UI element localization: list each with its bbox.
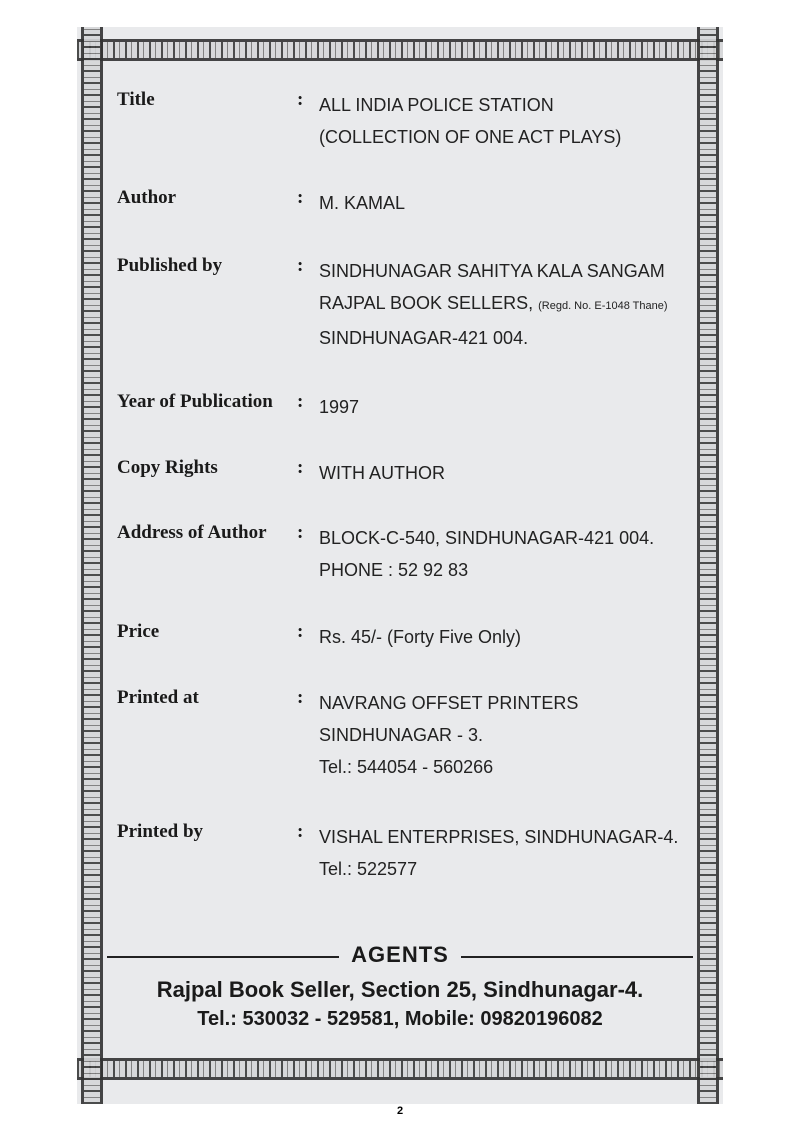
entry-label: Address of Author xyxy=(117,522,267,543)
value-line: M. KAMAL xyxy=(319,193,406,213)
value-line: WITH AUTHOR xyxy=(319,463,445,483)
agent-contact: Tel.: 530032 - 529581, Mobile: 09820196082 xyxy=(197,1008,603,1030)
value-line: SINDHUNAGAR SAHITYA KALA SANGAM xyxy=(319,261,665,281)
entry-label: Year of Publication xyxy=(117,391,273,412)
entry-label: Price xyxy=(117,621,160,642)
entry-label: Published by xyxy=(117,255,223,276)
imprint-page xyxy=(77,27,723,1104)
value-line: VISHAL ENTERPRISES, SINDHUNAGAR-4. xyxy=(319,827,679,847)
entry-colon: : xyxy=(297,621,304,642)
entry-colon: : xyxy=(297,391,304,412)
ornamental-border-left xyxy=(81,27,103,1104)
entry-label: Printed at xyxy=(117,687,199,708)
value-line xyxy=(319,287,668,322)
entry-colon: : xyxy=(297,457,304,478)
entry-colon: : xyxy=(297,821,304,842)
value-line: (COLLECTION OF ONE ACT PLAYS) xyxy=(319,127,622,147)
entry-label: Printed by xyxy=(117,821,204,842)
value-line: BLOCK-C-540, SINDHUNAGAR-421 004. xyxy=(319,528,655,548)
value-line: Tel.: 522577 xyxy=(319,859,418,879)
entry-colon: : xyxy=(297,187,304,208)
value-line: NAVRANG OFFSET PRINTERS xyxy=(319,693,579,713)
entry-value xyxy=(319,621,521,653)
value-line: ALL INDIA POLICE STATION xyxy=(319,95,554,115)
agent-address: Rajpal Book Seller, Section 25, Sindhunagar-4. xyxy=(156,977,644,1002)
entry-colon: : xyxy=(297,687,304,708)
value-line: SINDHUNAGAR - 3. xyxy=(319,725,484,745)
entry-label: Author xyxy=(117,187,177,208)
entry-value xyxy=(319,255,668,354)
entry-value xyxy=(319,687,578,783)
publisher-name: RAJPAL BOOK SELLERS, xyxy=(319,293,534,313)
value-line: Rs. 45/- (Forty Five Only) xyxy=(319,627,522,647)
registration-note: (Regd. No. E-1048 Thane) xyxy=(538,300,668,312)
value-line: SINDHUNAGAR-421 004. xyxy=(319,328,529,348)
entry-value xyxy=(319,821,678,885)
entry-value xyxy=(319,391,359,423)
entry-colon: : xyxy=(297,89,304,110)
entry-value xyxy=(319,457,445,489)
value-line: PHONE : 52 92 83 xyxy=(319,560,469,580)
entry-colon: : xyxy=(297,255,304,276)
value-line: 1997 xyxy=(319,397,360,417)
agents-rule-right xyxy=(461,956,693,958)
page-number: 2 xyxy=(396,1105,404,1117)
ornamental-border-right xyxy=(697,27,719,1104)
agents-heading-row xyxy=(107,942,693,972)
entry-value xyxy=(319,187,405,219)
entry-label: Copy Rights xyxy=(117,457,218,478)
agents-heading: AGENTS xyxy=(351,942,449,967)
ornamental-border-bottom xyxy=(77,1058,723,1080)
entry-value xyxy=(319,89,621,153)
entry-label: Title xyxy=(117,89,155,110)
entry-colon: : xyxy=(297,522,304,543)
ornamental-border-top xyxy=(77,39,723,61)
entry-value xyxy=(319,522,654,586)
value-line: Tel.: 544054 - 560266 xyxy=(319,757,494,777)
